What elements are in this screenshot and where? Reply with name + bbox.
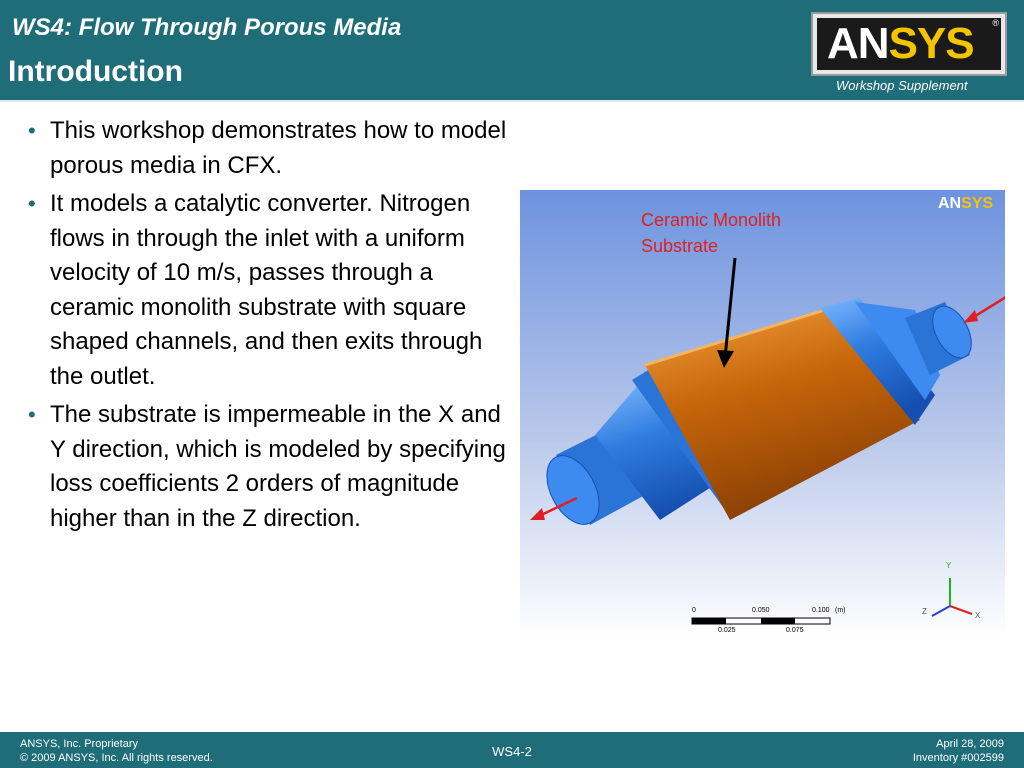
footer-copyright: © 2009 ANSYS, Inc. All rights reserved. <box>20 752 213 764</box>
slide-title: Introduction <box>8 55 183 88</box>
bullet-icon: • <box>28 402 36 427</box>
logo-background <box>817 18 1001 70</box>
registered-mark: ® <box>992 18 999 28</box>
workshop-supplement-label: Workshop Supplement <box>836 78 968 93</box>
figure-watermark: ANSYS <box>938 195 994 212</box>
bullet-list <box>28 114 508 540</box>
header-divider <box>0 100 1024 102</box>
footer-inventory: Inventory #002599 <box>912 752 1004 764</box>
svg-text:(m): (m) <box>835 607 846 614</box>
bullet-icon: • <box>28 118 36 143</box>
footer-proprietary: ANSYS, Inc. Proprietary <box>20 738 138 750</box>
catalytic-converter-figure <box>520 190 1005 638</box>
callout-label-line2: Substrate <box>641 236 719 256</box>
logo-wordmark: ANSYS <box>827 19 974 68</box>
footer-date: April 28, 2009 <box>936 738 1004 750</box>
svg-text:0.050: 0.050 <box>752 607 770 614</box>
svg-text:Y: Y <box>946 561 952 570</box>
ansys-logo <box>811 12 1007 76</box>
svg-text:0: 0 <box>692 607 696 614</box>
svg-text:X: X <box>975 611 981 620</box>
header-bar <box>0 0 1024 100</box>
svg-text:0.100: 0.100 <box>812 607 830 614</box>
bullet-item: • This workshop demonstrates how to model porous media in CFX. <box>28 114 508 183</box>
bullet-item: • It models a catalytic converter. Nitrogen flows in through the inlet with a uniform velocity of 10 m/s, passes through a ceramic monolith substrate with square shaped channels, and then exits through the outlet. <box>28 187 508 394</box>
svg-text:0.025: 0.025 <box>718 627 736 634</box>
bullet-item: • The substrate is impermeable in the X and Y direction, which is modeled by specifying loss coefficients 2 orders of magnitude higher than in the Z direction. <box>28 398 508 536</box>
bullet-icon: • <box>28 191 36 216</box>
svg-text:0.075: 0.075 <box>786 627 804 634</box>
workshop-title: WS4: Flow Through Porous Media <box>12 14 402 41</box>
footer-page-number: WS4-2 <box>492 744 532 759</box>
callout-label-line1: Ceramic Monolith <box>641 210 782 230</box>
svg-text:Z: Z <box>922 607 927 616</box>
footer-bar <box>0 732 1024 768</box>
